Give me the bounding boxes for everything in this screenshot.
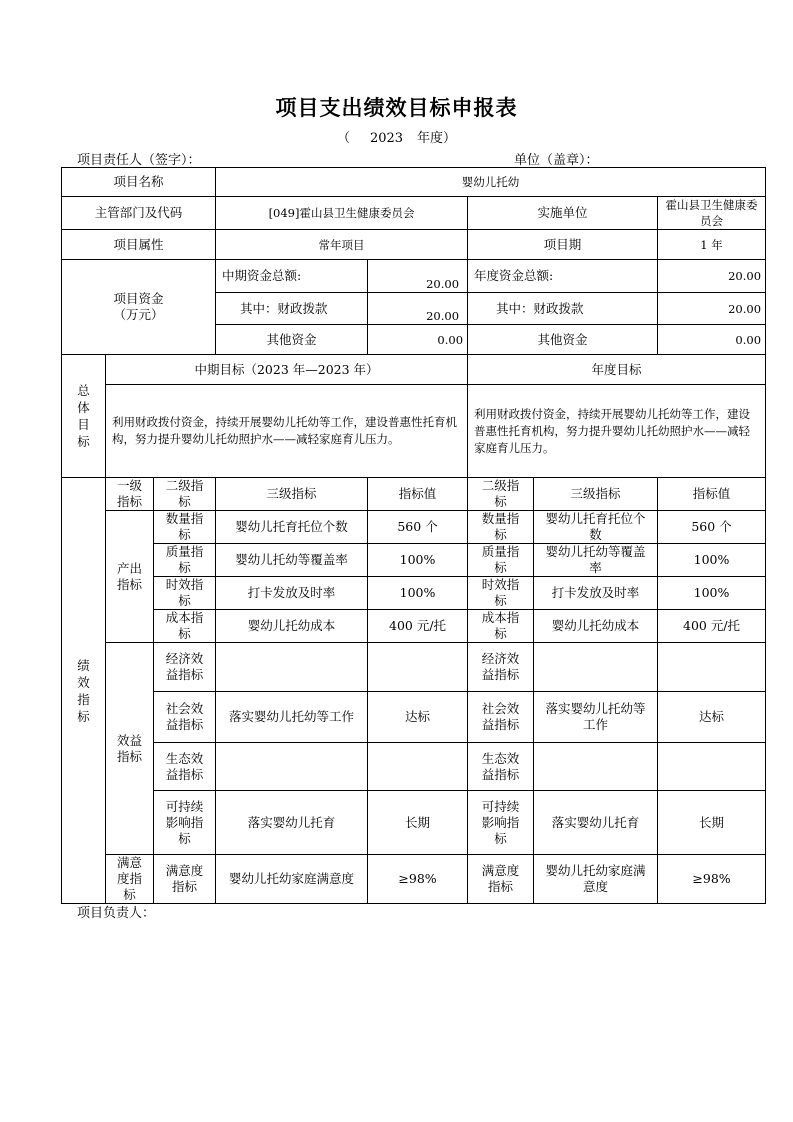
level2-cell: 成本指标: [154, 610, 216, 643]
value-cell: [368, 743, 468, 791]
level2-cell: 社会效益指标: [154, 692, 216, 743]
table-row: [62, 577, 766, 610]
value-cell: 100%: [368, 544, 468, 577]
responsible-label: 项目责任人（签字）：: [77, 153, 201, 168]
level3-cell-annual: [534, 643, 658, 692]
annual-fiscal-value: 20.00: [658, 293, 766, 325]
value-cell: 100%: [368, 577, 468, 610]
value-cell-annual: 100%: [658, 544, 766, 577]
annual-fiscal-label: 其中：财政拨款: [468, 293, 658, 325]
mid-total-label: 中期资金总额:: [216, 260, 368, 293]
level2-cell: 生态效益指标: [154, 743, 216, 791]
level3-cell-annual: 婴幼儿托幼家庭满意度: [534, 855, 658, 904]
level3-cell-annual: 婴幼儿托育托位个数: [534, 511, 658, 544]
row-project-name: [62, 168, 766, 197]
row-attribute: [62, 230, 766, 260]
value-cell-annual: 长期: [658, 791, 766, 855]
level3-cell-annual: [534, 743, 658, 791]
level2-cell: 经济效益指标: [154, 643, 216, 692]
annual-goal-header: 年度目标: [468, 355, 766, 385]
level3-cell-annual: 落实婴幼儿托育: [534, 791, 658, 855]
header-level3-annual: 三级指标: [534, 478, 658, 511]
period-label: 项目期: [468, 230, 658, 260]
value-cell-annual: 达标: [658, 692, 766, 743]
header-value: 指标值: [368, 478, 468, 511]
value-cell: [368, 643, 468, 692]
impl-unit-label: 实施单位: [468, 197, 658, 230]
performance-form-table: [61, 167, 766, 904]
year-label: 年度）: [417, 131, 457, 146]
table-row: [62, 692, 766, 743]
level2-cell-annual: 满意度指标: [468, 855, 534, 904]
mid-goal-header: 中期目标（2023 年—2023 年）: [106, 355, 468, 385]
level3-cell: 落实婴幼儿托幼等工作: [216, 692, 368, 743]
level3-cell: [216, 643, 368, 692]
level3-cell-annual: 打卡发放及时率: [534, 577, 658, 610]
level2-cell-annual: 时效指标: [468, 577, 534, 610]
table-row: [62, 610, 766, 643]
table-row: [62, 743, 766, 791]
period-value: 1 年: [658, 230, 766, 260]
level3-cell-annual: 落实婴幼儿托幼等工作: [534, 692, 658, 743]
table-row: [62, 855, 766, 904]
header-level2-annual: 二级指标: [468, 478, 534, 511]
row-goal-text: [62, 385, 766, 478]
attr-value: 常年项目: [216, 230, 468, 260]
table-row: [62, 643, 766, 692]
dept-value: [049]霍山县卫生健康委员会: [216, 197, 468, 230]
value-cell-annual: 560 个: [658, 511, 766, 544]
mid-fiscal-value: 20.00: [368, 293, 468, 325]
dept-label: 主管部门及代码: [62, 197, 216, 230]
value-cell-annual: 100%: [658, 577, 766, 610]
satisfaction-indicator-label: 满意度指标: [106, 855, 154, 904]
level2-cell: 时效指标: [154, 577, 216, 610]
funds-label-line2: （万元）: [113, 307, 164, 322]
level2-cell: 可持续影响指标: [154, 791, 216, 855]
value-cell: 560 个: [368, 511, 468, 544]
value-cell: 达标: [368, 692, 468, 743]
level3-cell: [216, 743, 368, 791]
annual-total-value: 20.00: [658, 260, 766, 293]
row-department: [62, 197, 766, 230]
annual-other-label: 其他资金: [468, 325, 658, 355]
funds-label-line1: 项目资金: [113, 291, 164, 306]
table-row: [62, 544, 766, 577]
header-level2: 二级指标: [154, 478, 216, 511]
level3-cell: 婴幼儿托幼家庭满意度: [216, 855, 368, 904]
table-row: [62, 791, 766, 855]
level3-cell-annual: 婴幼儿托幼等覆盖率: [534, 544, 658, 577]
project-name-label: 项目名称: [62, 168, 216, 197]
row-goal-headers: [62, 355, 766, 385]
year-value: 2023: [369, 131, 404, 146]
level3-cell: 婴幼儿托幼等覆盖率: [216, 544, 368, 577]
level2-cell-annual: 经济效益指标: [468, 643, 534, 692]
level3-cell: 婴幼儿托育托位个数: [216, 511, 368, 544]
level2-cell-annual: 数量指标: [468, 511, 534, 544]
mid-other-label: 其他资金: [216, 325, 368, 355]
mid-other-value: 0.00: [368, 325, 468, 355]
level3-cell: 打卡发放及时率: [216, 577, 368, 610]
value-cell: 长期: [368, 791, 468, 855]
performance-indicator-label: 绩效指标: [62, 478, 106, 904]
table-row: [62, 511, 766, 544]
funds-label: [62, 260, 216, 355]
level2-cell-annual: 社会效益指标: [468, 692, 534, 743]
level2-cell: 质量指标: [154, 544, 216, 577]
attr-label: 项目属性: [62, 230, 216, 260]
value-cell-annual: [658, 743, 766, 791]
annual-total-label: 年度资金总额:: [468, 260, 658, 293]
level2-cell-annual: 质量指标: [468, 544, 534, 577]
value-cell: ≥98%: [368, 855, 468, 904]
project-name-value: 婴幼儿托幼: [216, 168, 766, 197]
value-cell-annual: 400 元/托: [658, 610, 766, 643]
benefit-indicator-label: 效益指标: [106, 643, 154, 855]
value-cell: 400 元/托: [368, 610, 468, 643]
row-indicator-headers: [62, 478, 766, 511]
mid-total-value: 20.00: [368, 260, 468, 293]
page-title: 项目支出绩效目标申报表: [275, 95, 518, 120]
level3-cell: 落实婴幼儿托育: [216, 791, 368, 855]
value-cell-annual: ≥98%: [658, 855, 766, 904]
annual-goal-text: 利用财政拨付资金，持续开展婴幼儿托幼等工作，建设普惠性托育机构，努力提升婴幼儿托幼照护水——减轻家庭育儿压力。: [468, 385, 766, 478]
year-line: [0, 127, 793, 146]
mid-fiscal-label: 其中：财政拨款: [216, 293, 368, 325]
project-leader-label: 项目负责人：: [77, 906, 156, 921]
mid-goal-text: 利用财政拨付资金，持续开展婴幼儿托幼等工作，建设普惠性托育机构，努力提升婴幼儿托幼照护水——减轻家庭育儿压力。: [106, 385, 468, 478]
level2-cell: 数量指标: [154, 511, 216, 544]
value-cell-annual: [658, 643, 766, 692]
level2-cell: 满意度指标: [154, 855, 216, 904]
header-value-annual: 指标值: [658, 478, 766, 511]
header-level3: 三级指标: [216, 478, 368, 511]
header-level1: 一级指标: [106, 478, 154, 511]
unit-label: 单位（盖章）：: [514, 153, 599, 168]
level3-cell: 婴幼儿托幼成本: [216, 610, 368, 643]
level2-cell-annual: 成本指标: [468, 610, 534, 643]
overall-goal-label: 总体目标: [62, 355, 106, 478]
level2-cell-annual: 可持续影响指标: [468, 791, 534, 855]
annual-other-value: 0.00: [658, 325, 766, 355]
row-funds-total: [62, 260, 766, 293]
level2-cell-annual: 生态效益指标: [468, 743, 534, 791]
year-open: （: [336, 131, 350, 146]
impl-unit-value: 霍山县卫生健康委员会: [658, 197, 766, 230]
output-indicator-label: 产出指标: [106, 511, 154, 643]
level3-cell-annual: 婴幼儿托幼成本: [534, 610, 658, 643]
